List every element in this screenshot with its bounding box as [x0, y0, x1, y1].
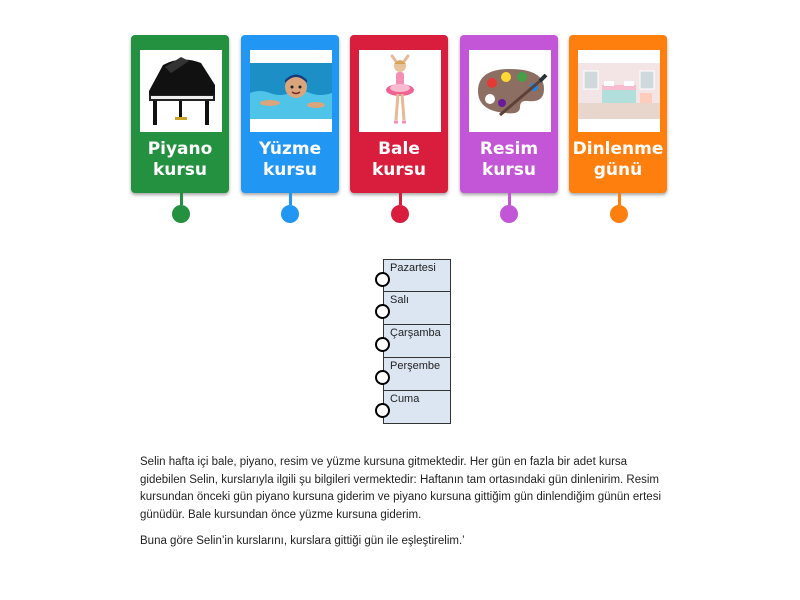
card-bale[interactable] [350, 35, 448, 193]
day-label: Salı [390, 294, 409, 306]
drop-ring-icon[interactable] [375, 403, 390, 418]
task-paragraph: Buna göre Selin’in kurslarını, kurslara gittiği gün ile eşleştirelim.’ [140, 535, 465, 547]
card-label-line1: Yüzme [258, 139, 322, 159]
drag-pin-dinlenme[interactable] [610, 205, 628, 223]
card-label-line1: Dinlenme [572, 139, 664, 159]
day-target-carsamba[interactable] [383, 325, 451, 358]
drag-pin-piyano[interactable] [172, 205, 190, 223]
card-label [241, 139, 339, 181]
card-resim[interactable] [460, 35, 558, 193]
day-label: Çarşamba [390, 327, 441, 339]
card-label-line1: Bale [378, 139, 420, 159]
day-targets [383, 259, 451, 424]
card-label [131, 139, 229, 181]
day-target-persembe[interactable] [383, 358, 451, 391]
card-connector [508, 193, 511, 205]
drag-pin-resim[interactable] [500, 205, 518, 223]
day-label: Perşembe [390, 360, 441, 372]
ballerina-image [359, 50, 441, 132]
piano-image [140, 50, 222, 132]
paint-palette-image [469, 50, 551, 132]
card-label-line2: kursu [481, 160, 536, 180]
drag-pin-bale[interactable] [391, 205, 409, 223]
card-connector [289, 193, 292, 205]
day-target-cuma[interactable] [383, 391, 451, 424]
card-connector [618, 193, 621, 205]
card-label-line1: Resim [479, 139, 539, 159]
card-label [350, 139, 448, 181]
swimmer-image [250, 50, 332, 132]
card-label-line2: kursu [152, 160, 207, 180]
card-dinlenme[interactable] [569, 35, 667, 193]
puzzle-paragraph: Selin hafta içi bale, piyano, resim ve yüzme kursuna gitmektedir. Her gün en fazla bir adet kursa gidebilen Selin, kurslarıyla ilgili şu bilgileri vermektedir: Haftanın tam ortasındaki gün dinlenirim. Resim kursundan önceki gün piyano kursuna giderim ve piyano kursuna gittiğim gün dinlendiğim günün ertesi günüdür. Bale kursundan önce yüzme kursuna giderim. [140, 456, 662, 521]
bedroom-image [578, 50, 660, 132]
card-label [569, 139, 667, 181]
card-yuzme[interactable] [241, 35, 339, 193]
card-label [460, 139, 558, 181]
day-target-sali[interactable] [383, 292, 451, 325]
drop-ring-icon[interactable] [375, 337, 390, 352]
drop-ring-icon[interactable] [375, 370, 390, 385]
day-label: Cuma [390, 393, 420, 405]
card-label-line2: kursu [262, 160, 317, 180]
card-connector [399, 193, 402, 205]
drag-pin-yuzme[interactable] [281, 205, 299, 223]
card-connector [180, 193, 183, 205]
card-piyano[interactable] [131, 35, 229, 193]
instructions [140, 454, 670, 560]
drop-ring-icon[interactable] [375, 272, 390, 287]
card-label-line2: kursu [371, 160, 426, 180]
course-cards [0, 0, 800, 240]
drop-ring-icon[interactable] [375, 304, 390, 319]
card-label-line1: Piyano [147, 139, 213, 159]
card-label-line2: günü [593, 160, 643, 180]
day-target-pazartesi[interactable] [383, 259, 451, 292]
day-label: Pazartesi [390, 262, 436, 274]
